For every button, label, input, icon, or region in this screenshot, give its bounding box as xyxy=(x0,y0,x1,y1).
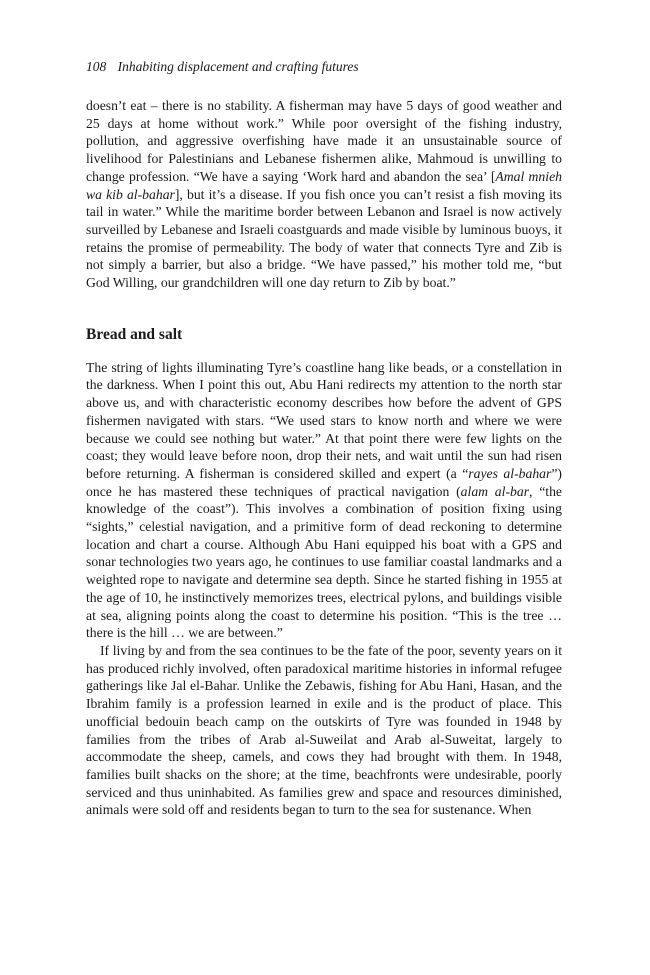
text-run: ], but it’s a disease. If you fish once you can’t resist a fish moving its tail in water.” While the maritime border between Lebanon and Israel is now actively surveilled by Lebanese and Israeli coastguards and made visible by luminous buoys, it retains the promise of permeability. The body of water that connects Tyre and Zib is not simply a barrier, but also a bridge. “We have passed,” his mother told me, “but God Willing, our grandchildren will one day return to Zib by boat.” xyxy=(86,186,562,291)
section-heading: Bread and salt xyxy=(86,325,183,343)
paragraph xyxy=(86,359,562,642)
paragraph: If living by and from the sea continues to be the fate of the poor, seventy years on it has produced richly involved, often paradoxical maritime histories in informal refugee gatherings like Jal el-Bahar. Unlike the Zebawis, fishing for Abu Hani, Hasan, and the Ibrahim family is a profession learned in exile and is the product of place. This unofficial bedouin beach camp on the outskirts of Tyre was founded in 1948 by families from the tribes of Arab al-Suweilat and Arab al-Suweitat, largely to accommodate the sheep, camels, and cows they had brought with them. In 1948, families built shacks on the shore; at the time, beachfronts were undesirable, poorly serviced and thus uninhabited. As families grew and space and resources diminished, animals were sold off and residents began to turn to the sea for sustenance. When xyxy=(86,642,562,818)
text-run: ”) once he has mastered these techniques of practical navigation ( xyxy=(86,465,562,499)
italic-term: rayes al-bahar xyxy=(468,465,552,481)
italic-term: Amal mnieh wa kib al-bahar xyxy=(86,168,562,202)
book-page xyxy=(86,58,562,819)
text-run: doesn’t eat – there is no stability. A fisherman may have 5 days of good weather and 25 days at home without work.” While poor oversight of the fishing industry, pollution, and aggressive overfishing have made it an unsustainable source of livelihood for Palestinians and Lebanese fishermen alike, Mahmoud is unwilling to change profession. “We have a saying ‘Work hard and abandon the sea’ [ xyxy=(86,98,562,184)
page-number: 108 xyxy=(86,59,107,74)
running-head xyxy=(86,58,562,76)
running-title: Inhabiting displacement and crafting futures xyxy=(117,59,359,74)
paragraph xyxy=(86,97,562,292)
text-run: The string of lights illuminating Tyre’s coastline hang like beads, or a constellation in the darkness. When I point this out, Abu Hani redirects my attention to the north star above us, and with characteristic economy describes how before the advent of GPS fishermen navigated with stars. “We used stars to know north and where we were because we could see nothing but water.” At that point there were few lights on the coast; they would leave before noon, drop their nets, and wait until the sun had risen before returning. A fisherman is considered skilled and expert (a “ xyxy=(86,359,562,481)
text-run: , “the knowledge of the coast”). This involves a combination of position fixing using “sights,” celestial navigation, and a primitive form of dead reckoning to determine location and chart a course. Although Abu Hani equipped his boat with a GPS and sonar technologies two years ago, he continues to use familiar coastal landmarks and a weighted rope to navigate and determine sea depth. Since he started fishing in 1955 at the age of 10, he instinctively memorizes trees, electrical pylons, and buildings visible at sea, aligning points along the coast to determine his position. “This is the tree … there is the hill … we are between.” xyxy=(86,483,562,641)
italic-term: alam al-bar xyxy=(460,483,530,499)
